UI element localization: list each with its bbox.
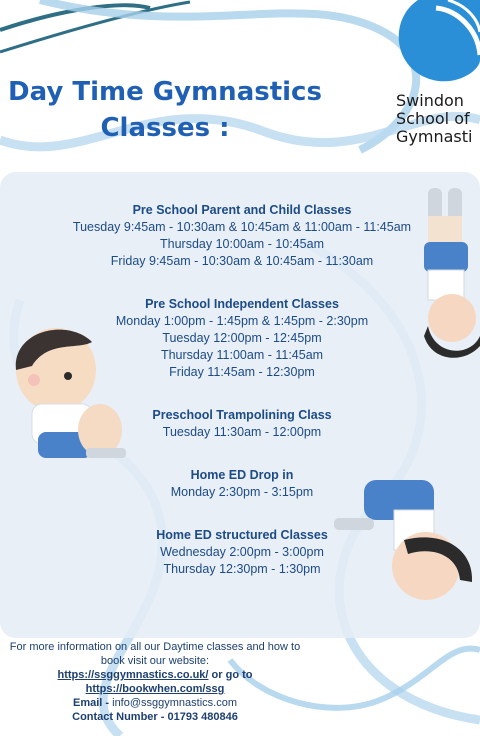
- title-line-2: Classes :: [100, 113, 230, 143]
- class-time: Thursday 11:00am - 11:45am: [160, 348, 324, 362]
- page-title: [0, 74, 330, 146]
- class-time: Monday 1:00pm - 1:45pm & 1:45pm - 2:30pm: [115, 314, 369, 328]
- class-time: Monday 2:30pm - 3:15pm: [170, 485, 314, 499]
- website-link[interactable]: https://ssggymnastics.co.uk/: [57, 669, 209, 681]
- info-line-2: book visit our website:: [100, 655, 210, 667]
- bookwhen-link[interactable]: https://bookwhen.com/ssg: [85, 683, 225, 695]
- class-block: [0, 202, 480, 270]
- sitting-child-illustration: [8, 320, 130, 466]
- handstand-child-illustration: [414, 186, 480, 366]
- logo-line-2: School of: [396, 109, 470, 128]
- class-time: Tuesday 12:00pm - 12:45pm: [162, 331, 322, 345]
- class-name: Home ED structured Classes: [156, 528, 328, 542]
- footer-contact: [0, 640, 310, 724]
- contact-label: Contact Number -: [72, 711, 165, 723]
- logo-swoosh-icon: [388, 0, 480, 90]
- or-go-to-text: or go to: [211, 669, 253, 681]
- class-name: Pre School Parent and Child Classes: [132, 203, 352, 217]
- class-time: Tuesday 9:45am - 10:30am & 10:45am & 11:00am - 11:45am: [72, 220, 412, 234]
- title-line-1: Day Time Gymnastics: [8, 77, 322, 107]
- info-line-1: For more information on all our Daytime classes and how to: [9, 641, 301, 653]
- class-time: Wednesday 2:00pm - 3:00pm: [160, 545, 324, 559]
- contact-value: 01793 480846: [167, 711, 238, 723]
- website-line: [0, 668, 310, 682]
- email-value[interactable]: info@ssggymnastics.com: [112, 697, 237, 709]
- contact-line: [0, 710, 310, 724]
- class-time: Thursday 12:30pm - 1:30pm: [163, 562, 321, 576]
- logo-line-1: Swindon: [396, 91, 464, 110]
- class-time: Friday 9:45am - 10:30am & 10:45am - 11:30am: [110, 254, 374, 268]
- school-logo: [388, 0, 480, 160]
- tumbling-child-illustration: [334, 470, 480, 610]
- logo-line-3: Gymnasti: [396, 127, 473, 146]
- email-label: Email -: [72, 697, 110, 709]
- logo-text: [396, 92, 480, 146]
- class-name: Pre School Independent Classes: [145, 297, 339, 311]
- class-time: Friday 11:45am - 12:30pm: [169, 365, 315, 379]
- class-time: Thursday 10:00am - 10:45am: [160, 237, 324, 251]
- class-name: Home ED Drop in: [190, 468, 294, 482]
- bookwhen-line: [0, 682, 310, 696]
- class-name: Preschool Trampolining Class: [152, 408, 332, 422]
- class-time: Tuesday 11:30am - 12:00pm: [162, 425, 322, 439]
- email-line: [0, 696, 310, 710]
